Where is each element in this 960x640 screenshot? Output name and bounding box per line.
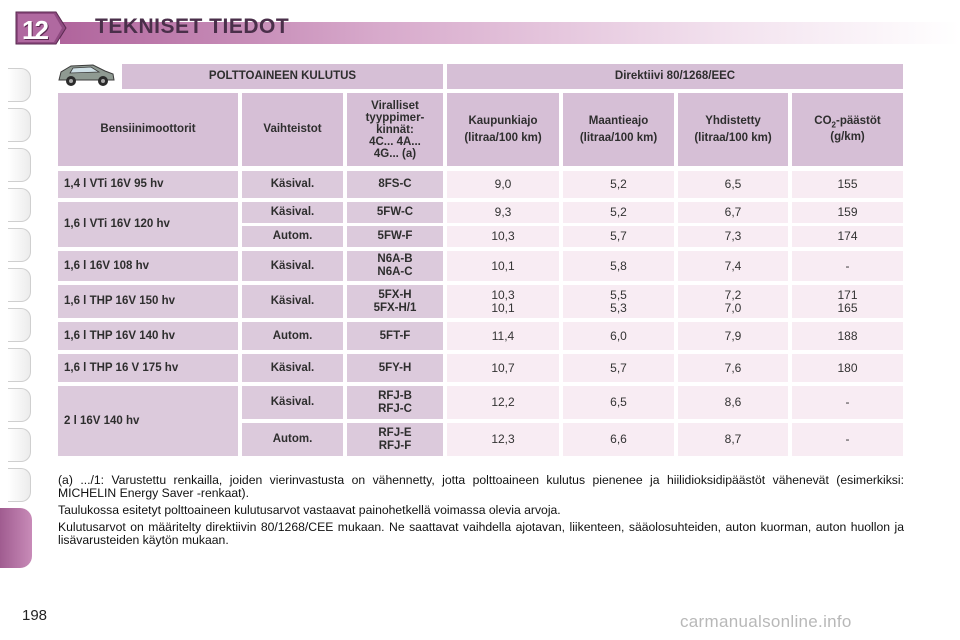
header-line: (litraa/100 km) <box>464 131 542 144</box>
footnote: Taulukossa esitetyt polttoaineen kulutusarvot vastaavat painohetkellä voimassa olevia arvoja. <box>58 503 561 517</box>
engine-cell: 1,6 l THP 16V 150 hv <box>58 285 238 318</box>
side-tabs <box>0 68 32 573</box>
column-header-co2 <box>792 93 903 166</box>
side-tab[interactable] <box>8 348 31 382</box>
gearbox-cell: Käsival. <box>242 354 343 382</box>
extra-urban-cell: 5,2 <box>563 171 674 198</box>
urban-cell: 12,3 <box>447 423 559 456</box>
gearbox-cell: Käsival. <box>242 386 343 419</box>
co2-label: CO <box>814 114 832 127</box>
column-header-gearbox: Vaihteistot <box>242 93 343 166</box>
combined-cell: 7,6 <box>678 354 788 382</box>
gearbox-cell: Autom. <box>242 322 343 350</box>
side-tab[interactable] <box>8 308 31 342</box>
engine-cell: 1,6 l VTi 16V 120 hv <box>58 202 238 247</box>
column-header-combined <box>678 93 788 166</box>
gearbox-cell: Käsival. <box>242 171 343 198</box>
header-line: kinnät: <box>376 123 414 136</box>
header-line: (litraa/100 km) <box>694 131 772 144</box>
engine-cell: 1,4 l VTi 16V 95 hv <box>58 171 238 198</box>
side-tab[interactable] <box>8 388 31 422</box>
type-cell: N6A-B N6A-C <box>347 251 443 281</box>
combined-cell: 6,7 <box>678 202 788 223</box>
combined-cell: 8,7 <box>678 423 788 456</box>
column-header-type-approval <box>347 93 443 166</box>
chapter-number: 12 <box>22 15 47 45</box>
engine-cell: 2 l 16V 140 hv <box>58 386 238 456</box>
type-cell: 5FY-H <box>347 354 443 382</box>
page-title: TEKNISET TIEDOT <box>95 15 290 38</box>
co2-cell: - <box>792 251 903 281</box>
co2-cell: 155 <box>792 171 903 198</box>
side-tab[interactable] <box>8 148 31 182</box>
side-tab[interactable] <box>8 68 31 102</box>
header-line: Yhdistetty <box>705 114 761 127</box>
extra-urban-cell: 6,0 <box>563 322 674 350</box>
combined-cell: 7,3 <box>678 226 788 247</box>
footnote: (a) .../1: Varustettu renkailla, joiden vierinvastusta on vähennetty, jotta polttoaineen kulutus pienenee ja hiilidioksidipäästöt vähenevät (esimerkiksi: MICHELIN Energy Saver -renkaat). <box>58 473 904 500</box>
column-header-urban <box>447 93 559 166</box>
urban-cell: 10,3 10,1 <box>447 285 559 318</box>
side-tab-active[interactable] <box>0 508 32 568</box>
side-tab[interactable] <box>8 468 31 502</box>
combined-cell: 8,6 <box>678 386 788 419</box>
header-line: Maantieajo <box>588 114 649 127</box>
urban-cell: 9,3 <box>447 202 559 223</box>
type-cell: RFJ-B RFJ-C <box>347 386 443 419</box>
footnote: Kulutusarvot on määritelty direktiivin 80/1268/CEE mukaan. Ne saattavat vaihdella ajotavan, liikenteen, sääolosuhteiden, auton kuorman, auton huollon ja lisävarusteiden käytön mukaan. <box>58 520 904 547</box>
combined-cell: 6,5 <box>678 171 788 198</box>
gearbox-cell: Käsival. <box>242 251 343 281</box>
type-cell: RFJ-E RFJ-F <box>347 423 443 456</box>
extra-urban-cell: 5,8 <box>563 251 674 281</box>
co2-cell: - <box>792 423 903 456</box>
page-number: 198 <box>22 607 48 624</box>
side-tab[interactable] <box>8 228 31 262</box>
co2-cell: 174 <box>792 226 903 247</box>
urban-cell: 10,7 <box>447 354 559 382</box>
gearbox-cell: Autom. <box>242 423 343 456</box>
engine-cell: 1,6 l THP 16V 140 hv <box>58 322 238 350</box>
header-line: (g/km) <box>830 131 865 144</box>
extra-urban-cell: 5,7 <box>563 354 674 382</box>
co2-cell: - <box>792 386 903 419</box>
urban-cell: 12,2 <box>447 386 559 419</box>
co2-suffix: -päästöt <box>835 114 881 127</box>
extra-urban-cell: 6,6 <box>563 423 674 456</box>
urban-cell: 9,0 <box>447 171 559 198</box>
type-cell: 8FS-C <box>347 171 443 198</box>
header-line: Viralliset <box>371 99 419 112</box>
car-icon <box>55 58 117 90</box>
extra-urban-cell: 5,2 <box>563 202 674 223</box>
header-line: 4C... 4A... <box>369 135 421 148</box>
side-tab[interactable] <box>8 188 31 222</box>
type-cell: 5FX-H 5FX-H/1 <box>347 285 443 318</box>
extra-urban-cell: 6,5 <box>563 386 674 419</box>
side-tab[interactable] <box>8 428 31 462</box>
type-cell: 5FW-F <box>347 226 443 247</box>
urban-cell: 10,1 <box>447 251 559 281</box>
co2-cell: 171 165 <box>792 285 903 318</box>
header-line: 4G... (a) <box>373 147 417 160</box>
table-banner-left: POLTTOAINEEN KULUTUS <box>122 64 443 89</box>
gearbox-cell: Käsival. <box>242 285 343 318</box>
type-cell: 5FW-C <box>347 202 443 223</box>
header-line: tyyppimer- <box>365 111 425 124</box>
combined-cell: 7,4 <box>678 251 788 281</box>
co2-subscript: 2 <box>831 120 836 130</box>
column-header-engine: Bensiinimoottorit <box>58 93 238 166</box>
table-banner-right: Direktiivi 80/1268/EEC <box>447 64 903 89</box>
combined-cell: 7,2 7,0 <box>678 285 788 318</box>
urban-cell: 11,4 <box>447 322 559 350</box>
header-line: Kaupunkiajo <box>468 114 538 127</box>
watermark: carmanualsonline.info <box>680 612 852 631</box>
column-header-extra-urban <box>563 93 674 166</box>
header-line: (litraa/100 km) <box>579 131 658 144</box>
extra-urban-cell: 5,7 <box>563 226 674 247</box>
combined-cell: 7,9 <box>678 322 788 350</box>
gearbox-cell: Käsival. <box>242 202 343 223</box>
type-cell: 5FT-F <box>347 322 443 350</box>
urban-cell: 10,3 <box>447 226 559 247</box>
gearbox-cell: Autom. <box>242 226 343 247</box>
co2-cell: 180 <box>792 354 903 382</box>
extra-urban-cell: 5,5 5,3 <box>563 285 674 318</box>
footnotes <box>58 474 904 551</box>
side-tab[interactable] <box>8 108 31 142</box>
side-tab[interactable] <box>8 268 31 302</box>
engine-cell: 1,6 l 16V 108 hv <box>58 251 238 281</box>
engine-cell: 1,6 l THP 16 V 175 hv <box>58 354 238 382</box>
co2-cell: 188 <box>792 322 903 350</box>
co2-cell: 159 <box>792 202 903 223</box>
header-line <box>814 115 880 131</box>
